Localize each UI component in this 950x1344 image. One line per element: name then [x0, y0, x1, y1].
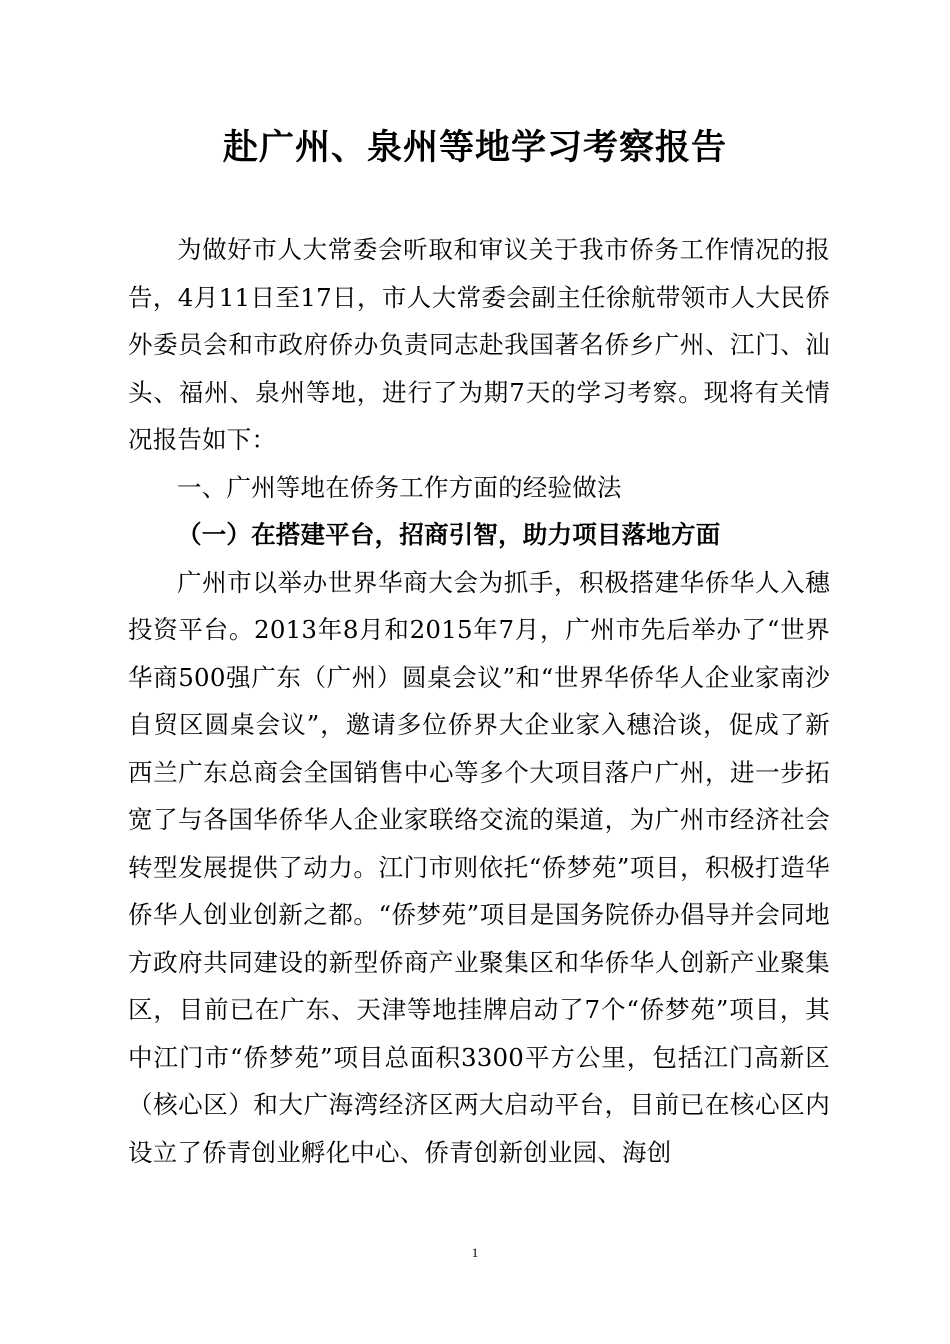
page-number: 1 [471, 1245, 479, 1260]
body-paragraph: 广州市以举办世界华商大会为抓手，积极搭建华侨华人入穗投资平台。2013年8月和2015年7月，广州市先后举办了“世界华商500强广东（广州）圆桌会议”和“世界华侨华人企业家南沙自贸区圆桌会议”，邀请多位侨界大企业家入穗洽谈，促成了新西兰广东总商会全国销售中心等多个大项目落户广州，进一步拓宽了与各国华侨华人企业家联络交流的渠道，为广州市经济社会转型发展提供了动力。江门市则依托“侨梦苑”项目，积极打造华侨华人创业创新之都。“侨梦苑”项目是国务院侨办倡导并会同地方政府共同建设的新型侨商产业聚集区和华侨华人创新产业聚集区，目前已在广东、天津等地挂牌启动了7个“侨梦苑”项目，其中江门市“侨梦苑”项目总面积3300平方公里，包括江门高新区（核心区）和大广海湾经济区两大启动平台，目前已在核心区内设立了侨青创业孵化中心、侨青创新创业园、海创 [128, 567, 830, 1167]
subsection-heading: （一）在搭建平台，招商引智，助力项目落地方面 [177, 520, 721, 549]
document-title: 赴广州、泉州等地学习考察报告 [222, 127, 727, 168]
document-body [128, 226, 830, 1176]
section-heading: 一、广州等地在侨务工作方面的经验做法 [177, 472, 622, 502]
intro-paragraph: 为做好市人大常委会听取和审议关于我市侨务工作情况的报告，4月11日至17日，市人大常委会副主任徐航带领市人大民侨外委员会和市政府侨办负责同志赴我国著名侨乡广州、江门、汕头、福州、泉州等地，进行了为期7天的学习考察。现将有关情况报告如下： [128, 235, 830, 454]
